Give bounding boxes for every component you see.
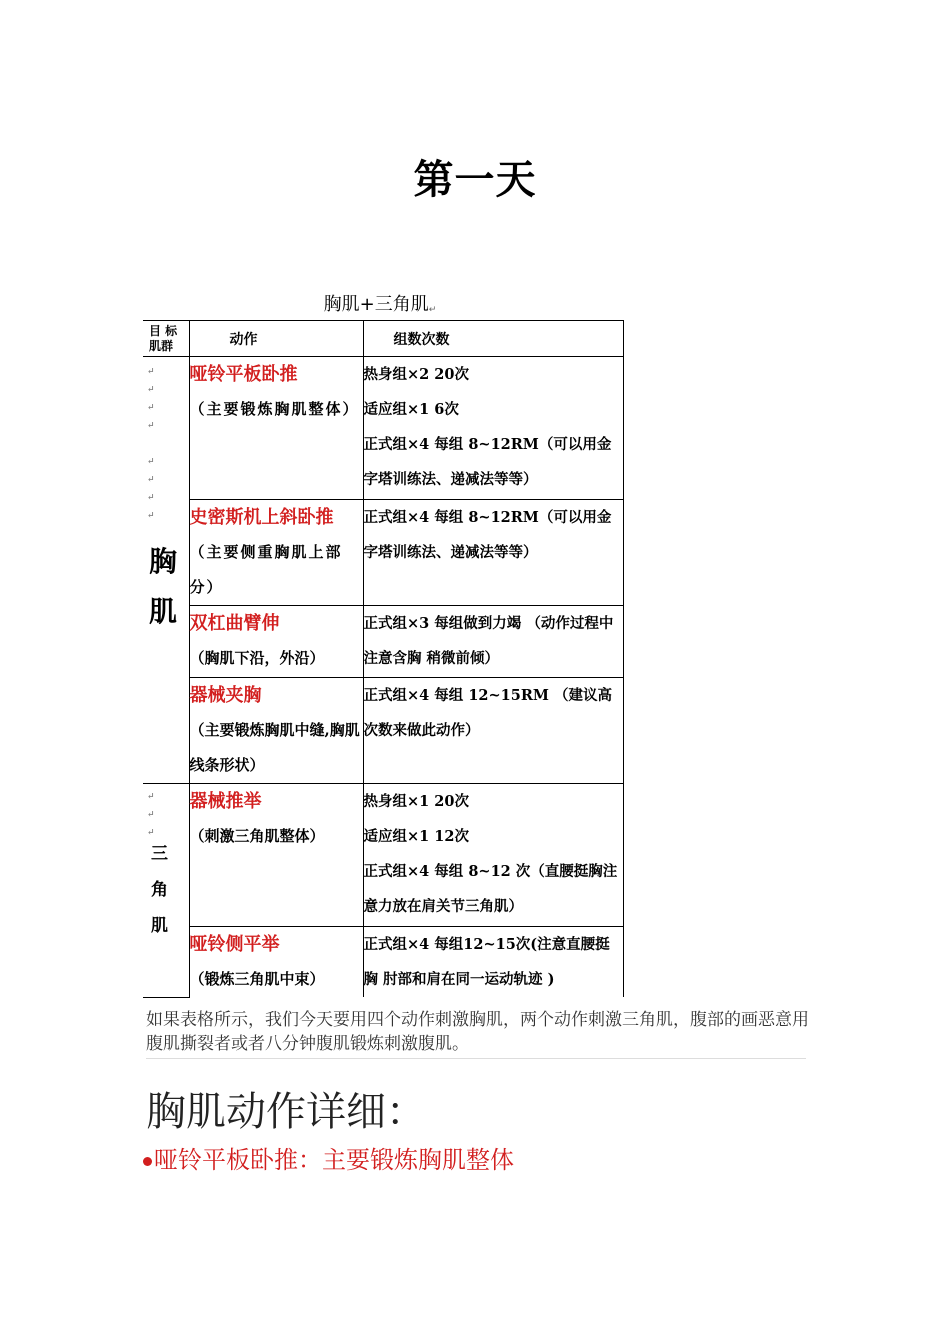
sets-line: 正式组×3 每组做到力竭 （动作过程中注意含胸 稍微前倾） <box>363 615 614 667</box>
exercise-note: （刺激三角肌整体） <box>189 827 325 845</box>
header-sets <box>363 321 623 357</box>
bullet-dot-icon <box>143 1157 152 1166</box>
sets-line: 热身组×1 20次 <box>363 793 469 810</box>
exercise-note: （主要锻炼胸肌整体） <box>189 400 360 418</box>
summary-paragraph: 如果表格所示，我们今天要用四个动作刺激胸肌，两个动作刺激三角肌，腹部的画恶意用腹肌撕裂者或者八分钟腹肌锻炼刺激腹肌。 <box>146 1010 809 1054</box>
table-row <box>143 500 623 606</box>
table-row <box>143 357 623 500</box>
sets-line: 正式组×4 每组 12~15RM （建议高次数来做此动作） <box>363 687 612 739</box>
table-caption <box>0 290 760 316</box>
table-header-row <box>143 321 623 357</box>
divider <box>146 1058 806 1059</box>
exercise-note: （主要锻炼胸肌中缝,胸肌线条形状） <box>189 721 360 774</box>
bullet-item <box>143 1140 514 1175</box>
exercise-cell <box>189 606 363 678</box>
sets-line: 正式组×4 每组 8~12RM（可以用金字塔训练法、递减法等等） <box>363 509 612 561</box>
target-chest-char-2: 肌 <box>149 595 178 628</box>
sets-line: 适应组×1 6次 <box>363 401 459 418</box>
table-row <box>143 784 623 927</box>
sets-cell <box>363 606 623 678</box>
header-target <box>143 321 189 357</box>
exercise-note: （主要侧重胸肌上部分） <box>189 543 343 596</box>
exercise-name: 哑铃侧平举 <box>189 934 280 955</box>
exercise-cell <box>189 784 363 927</box>
table-row <box>143 606 623 678</box>
table-row <box>143 927 623 998</box>
table-row <box>143 678 623 784</box>
exercise-name: 双杠曲臂伸 <box>189 613 280 634</box>
sets-cell <box>363 357 623 500</box>
exercise-cell <box>189 500 363 606</box>
header-action-text: 动作 <box>229 331 258 348</box>
exercise-note: （胸肌下沿，外沿） <box>189 649 325 667</box>
sets-line: 适应组×1 12次 <box>363 828 469 845</box>
exercise-name: 器械推举 <box>189 791 262 812</box>
exercise-name: 哑铃平板卧推 <box>189 364 298 385</box>
sets-cell <box>363 927 623 998</box>
target-chest-cell: ↵ ↵ ↵ ↵ ↵ ↵ ↵ ↵ 胸 肌 <box>143 357 189 784</box>
sets-line: 正式组×4 每组 8~12RM（可以用金字塔训练法、递减法等等） <box>363 436 612 488</box>
sets-cell <box>363 500 623 606</box>
target-deltoid-char-2: 角 <box>151 880 168 900</box>
header-target-line2: 肌群 <box>149 338 174 353</box>
paragraph-mark-icon: ↵ <box>428 305 437 315</box>
exercise-cell <box>189 678 363 784</box>
target-deltoid-char-1: 三 <box>151 844 168 864</box>
exercise-cell <box>189 357 363 500</box>
sets-line: 正式组×4 每组 8~12 次（直腰挺胸注意力放在肩关节三角肌） <box>363 863 618 915</box>
sets-cell <box>363 784 623 927</box>
sets-line: 热身组×2 20次 <box>363 366 469 383</box>
sets-line: 正式组×4 每组12~15次(注意直腰挺胸 肘部和肩在同一运动轨迹 ) <box>363 936 610 988</box>
exercise-cell <box>189 927 363 998</box>
exercise-name: 史密斯机上斜卧推 <box>189 507 334 528</box>
target-chest-char-1: 胸 <box>149 545 178 578</box>
header-action <box>189 321 363 357</box>
exercise-name: 器械夹胸 <box>189 685 262 706</box>
page-title: 第一天 <box>413 157 537 203</box>
target-deltoid-cell: ↵ ↵ ↵ 三 角 肌 <box>143 784 189 998</box>
header-target-line1: 目 标 <box>149 323 178 338</box>
section-heading: 胸肌动作详细： <box>146 1089 426 1135</box>
bullet-text: 哑铃平板卧推：主要锻炼胸肌整体 <box>154 1146 514 1174</box>
header-sets-text: 组数次数 <box>393 331 450 348</box>
sets-cell <box>363 678 623 784</box>
target-deltoid-char-3: 肌 <box>151 916 168 936</box>
table-caption-text: 胸肌+三角肌 <box>323 294 429 315</box>
exercise-note: （锻炼三角肌中束） <box>189 970 325 988</box>
workout-table <box>143 320 624 998</box>
